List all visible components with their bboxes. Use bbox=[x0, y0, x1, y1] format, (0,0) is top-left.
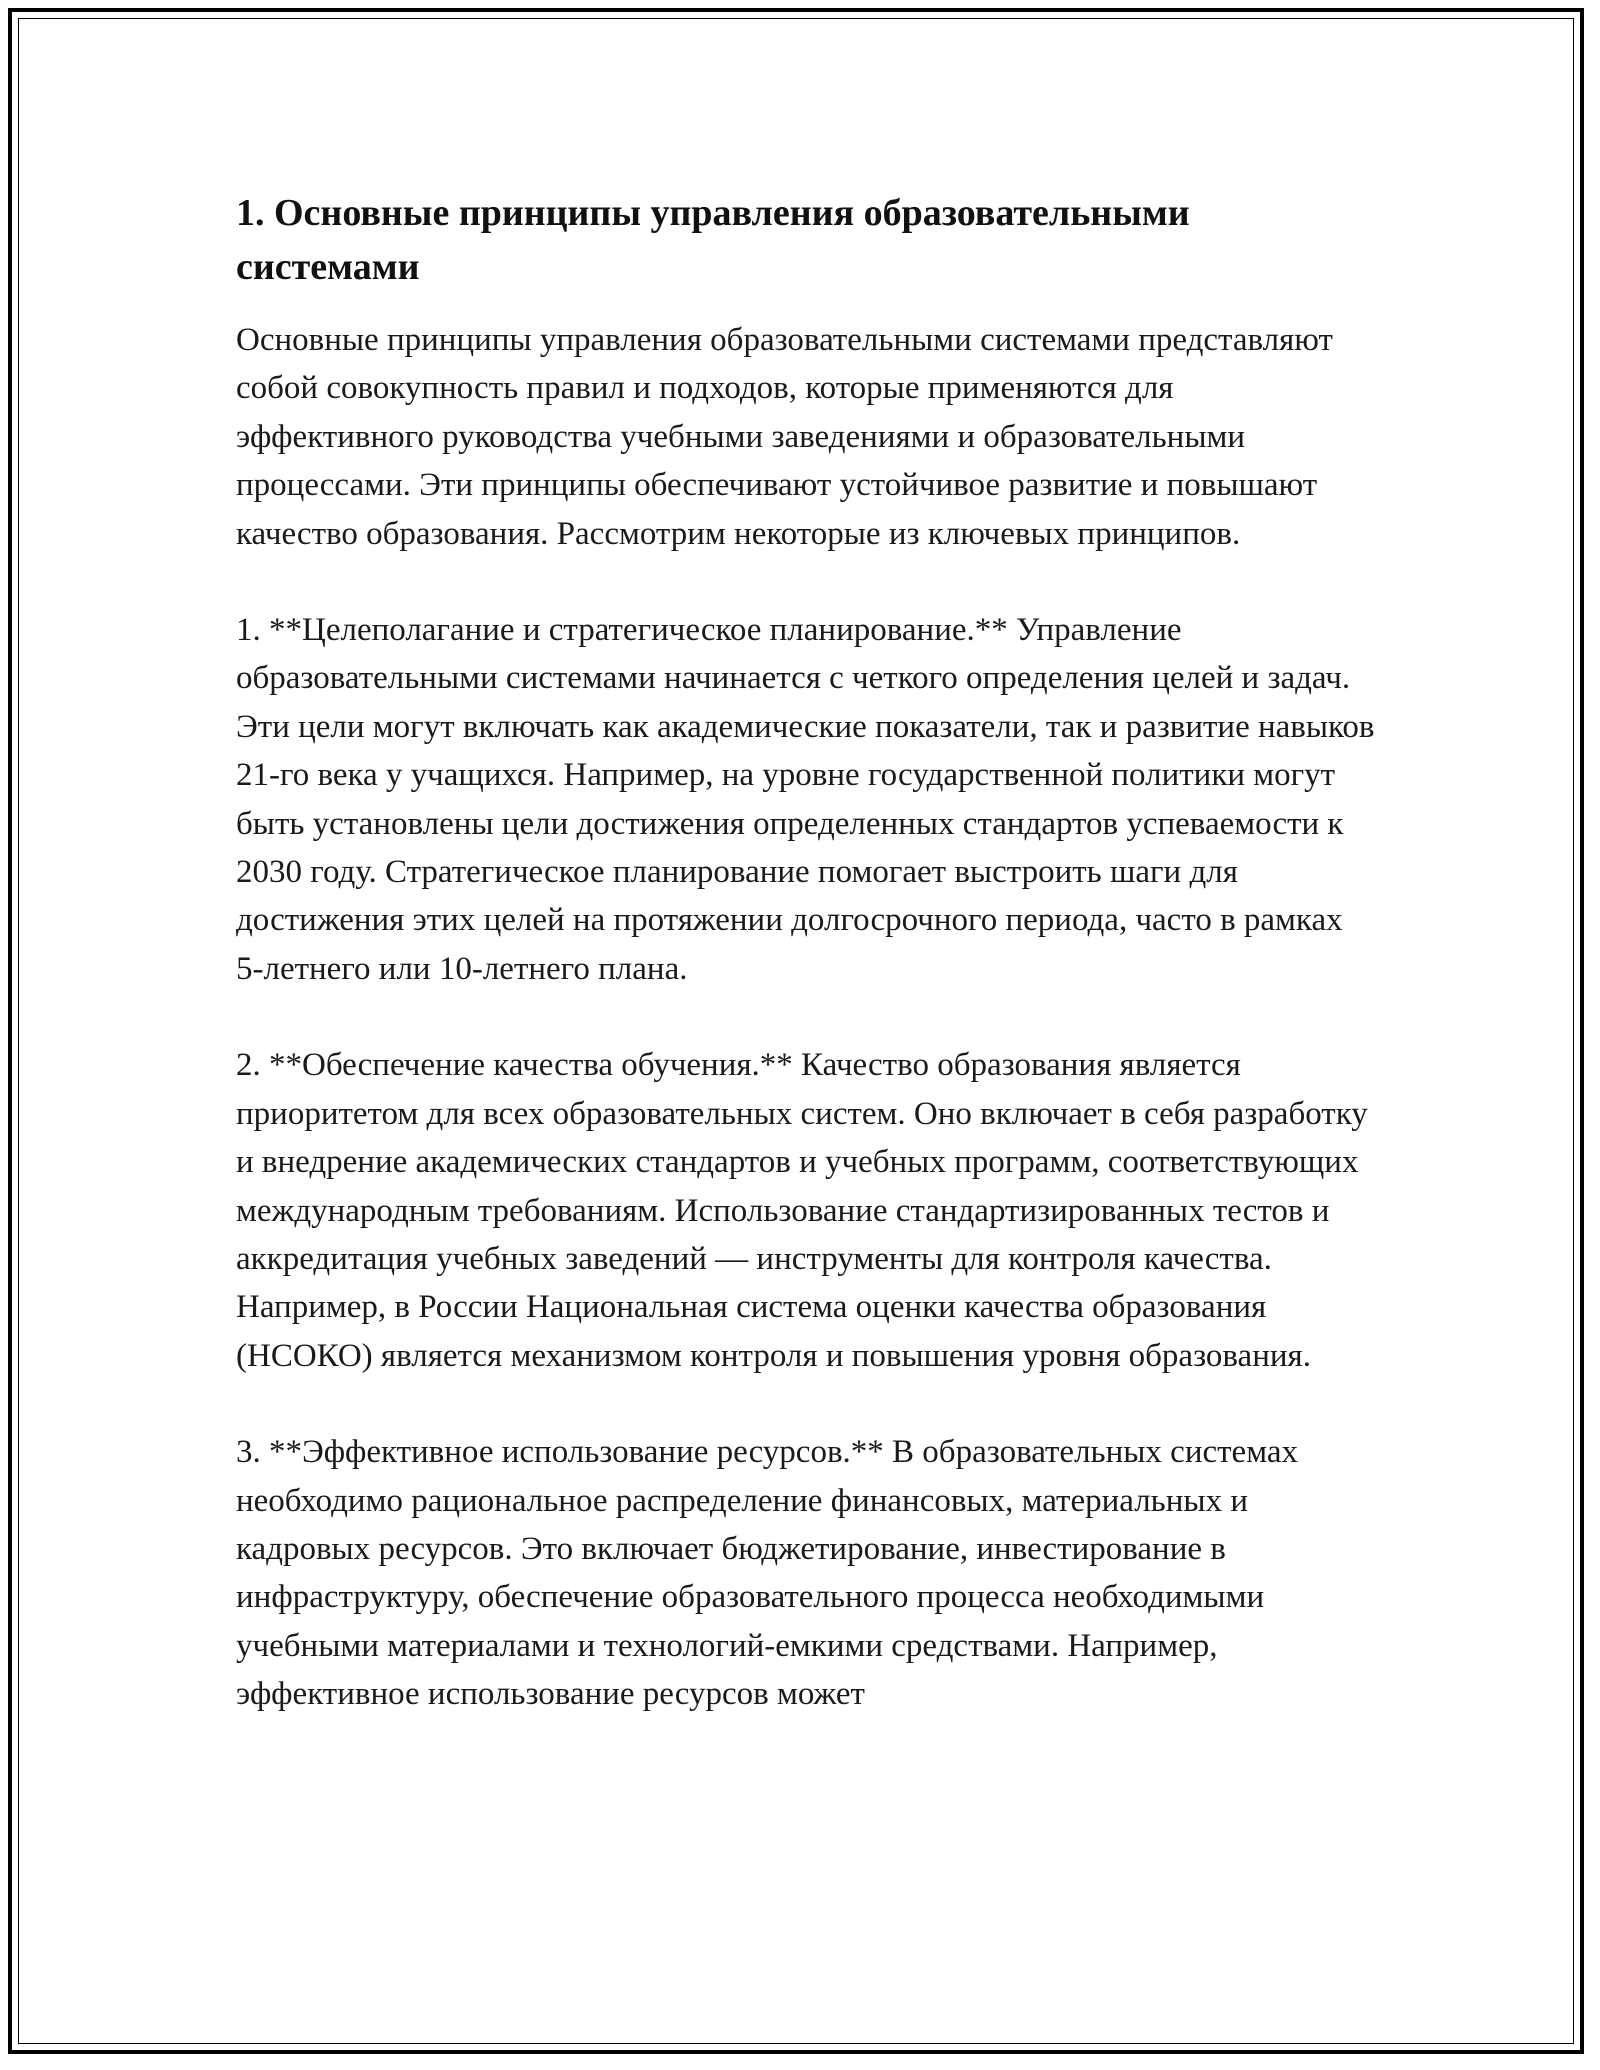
intro-paragraph: Основные принципы управления образовательными системами представляют собой совокупность правил и подходов, которые применяются для эффективного руководства учебными заведениями и образовательными процессами. Эти принципы обеспечивают устойчивое развитие и повышают качество образования. Рассмотрим некоторые из ключевых принципов. bbox=[236, 322, 1333, 552]
principle-3-paragraph: 3. **Эффективное использование ресурсов.** В образовательных системах необходимо рациональное распределение финансовых, материальных и кадровых ресурсов. Это включает бюджетирование, инвестирование в инфраструктуру, обеспечение образовательного процесса необходимыми учебными материалами и технологий-емкими средствами. Например, эффективное использование ресурсов может bbox=[236, 1434, 1299, 1713]
principle-2-paragraph: 2. **Обеспечение качества обучения.** Качество образования является приоритетом для всех образовательных систем. Оно включает в себя разработку и внедрение академических стандартов и учебных программ, соответствующих международным требованиям. Использование стандартизированных тестов и аккредитация учебных заведений — инструменты для контроля качества. Например, в России Национальная система оценки качества образования (НСОКО) является механизмом контроля и повышения уровня образования. bbox=[236, 1047, 1368, 1374]
principle-1-paragraph: 1. **Целеполагание и стратегическое планирование.** Управление образовательными системами начинается с четкого определения целей и задач. Эти цели могут включать как академические показатели, так и развитие навыков 21-го века у учащихся. Например, на уровне государственной политики могут быть установлены цели достижения определенных стандартов успеваемости к 2030 году. Стратегическое планирование помогает выстроить шаги для достижения этих целей на протяжении долгосрочного периода, часто в рамках 5-летнего или 10-летнего плана. bbox=[236, 612, 1375, 987]
section-heading: 1. Основные принципы управления образовательными системами bbox=[236, 192, 1190, 288]
document-body bbox=[236, 186, 1376, 1767]
